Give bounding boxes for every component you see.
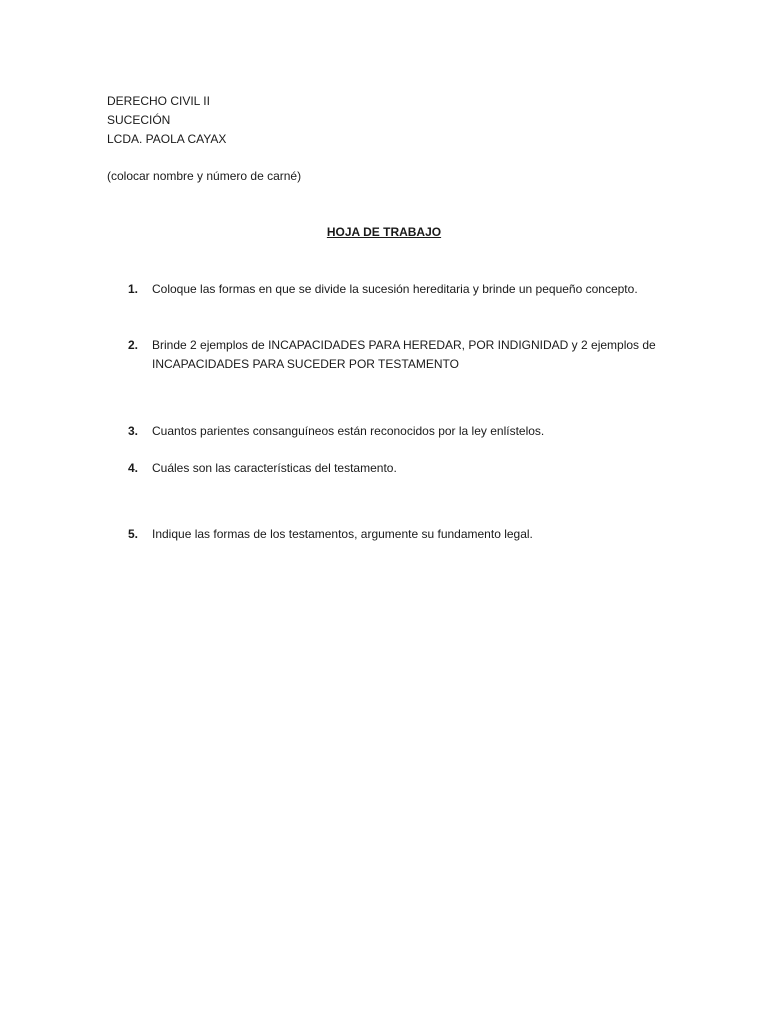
course-name: DERECHO CIVIL II: [107, 94, 210, 108]
question-number: 5.: [128, 527, 139, 541]
question-text: Cuáles son las características del testamento.: [152, 461, 397, 475]
question-number: 2.: [128, 338, 139, 352]
question-number: 4.: [128, 461, 139, 475]
question-text: Brinde 2 ejemplos de INCAPACIDADES PARA HEREDAR, POR INDIGNIDAD y 2 ejemplos de INCAPACIDADES PARA SUCEDER POR TESTAMENTO: [152, 338, 656, 371]
question-text: Indique las formas de los testamentos, argumente su fundamento legal.: [152, 527, 533, 541]
document-header: [107, 92, 226, 149]
question-text: Coloque las formas en que se divide la sucesión hereditaria y brinde un pequeño concepto.: [152, 282, 638, 296]
question-text: Cuantos parientes consanguíneos están reconocidos por la ley enlístelos.: [152, 424, 545, 438]
question-number: 1.: [128, 282, 139, 296]
question-number: 3.: [128, 424, 139, 438]
worksheet-title: HOJA DE TRABAJO: [326, 225, 442, 239]
instructor-name: LCDA. PAOLA CAYAX: [107, 132, 227, 146]
course-topic: SUCECIÓN: [107, 113, 171, 127]
name-instruction: (colocar nombre y número de carné): [107, 169, 302, 183]
